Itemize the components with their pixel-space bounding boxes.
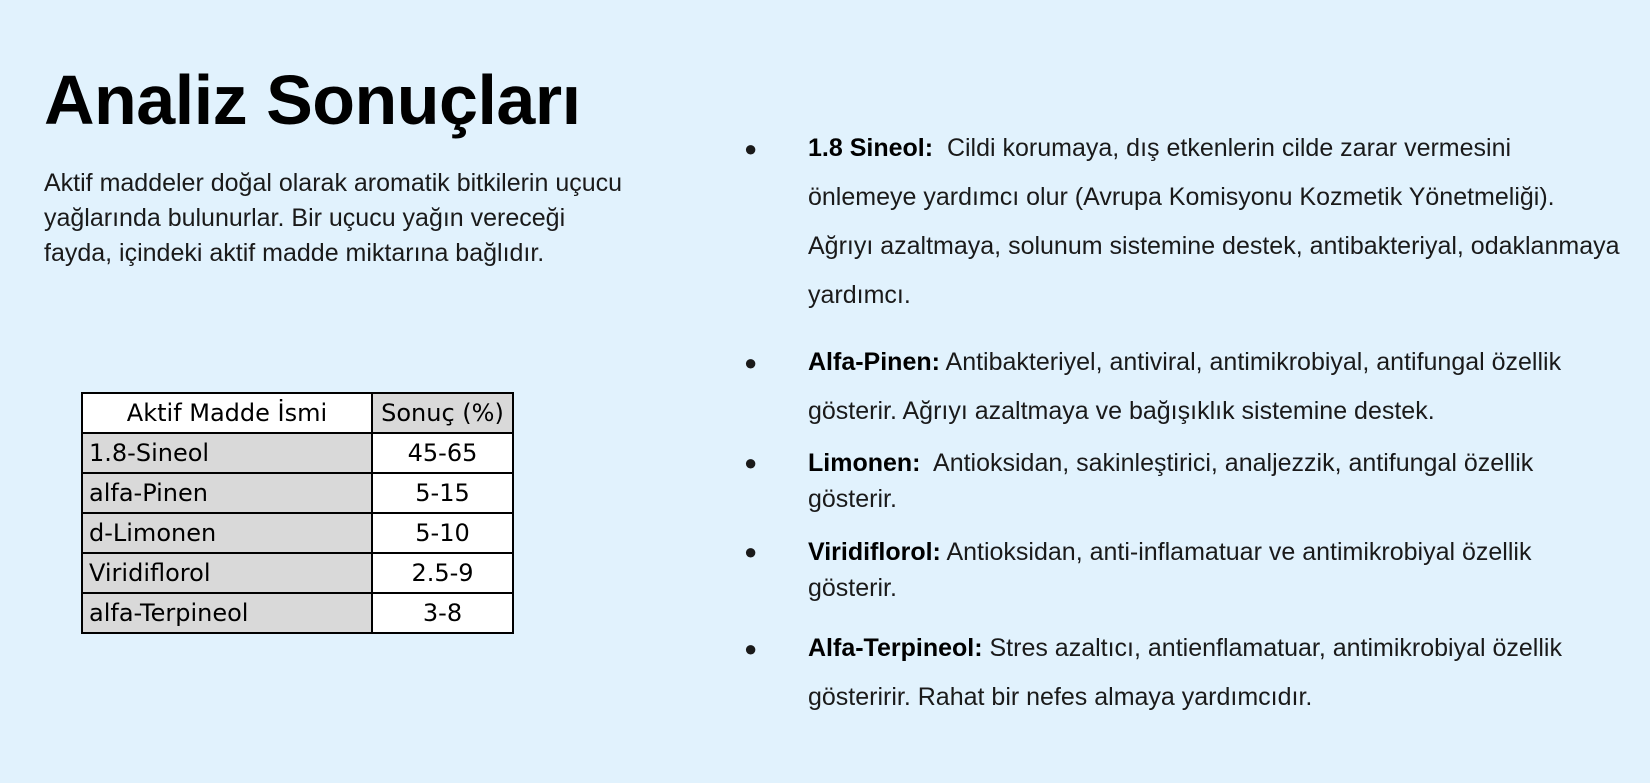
bullet-text: Stres azaltıcı, antienflamatuar, antimikrobiyal özellik gösteririr. Rahat bir nefes almaya yardımcıdır.	[808, 634, 1562, 711]
bullet-dot-icon: ●	[744, 350, 758, 375]
table-row	[82, 513, 513, 553]
table-row	[82, 593, 513, 633]
ingredient-name: alfa-Pinen	[82, 473, 372, 513]
ingredient-name: Viridiflorol	[82, 553, 372, 593]
bullet-dot-icon: ●	[744, 636, 758, 661]
list-item	[740, 534, 1620, 606]
intro-paragraph: Aktif maddeler doğal olarak aromatik bitkilerin uçucu yağlarında bulunurlar. Bir uçucu yağın vereceği fayda, içindeki aktif madde miktarına bağlıdır.	[44, 169, 623, 267]
header-active-ingredient: Aktif Madde İsmi	[82, 393, 372, 433]
table-header-row	[82, 393, 513, 433]
ingredient-name: 1.8-Sineol	[82, 433, 372, 473]
bullet-dot-icon: ●	[744, 450, 758, 475]
list-item	[740, 338, 1620, 436]
bullet-text: Antibakteriyel, antiviral, antimikrobiyal, antifungal özellik gösterir. Ağrıyı azaltmaya ve bağışıklık sistemine destek.	[808, 348, 1562, 425]
table-row	[82, 433, 513, 473]
ingredient-result: 2.5-9	[372, 553, 513, 593]
bullet-text: Cildi korumaya, dış etkenlerin cilde zarar vermesini önlemeye yardımcı olur (Avrupa Komisyonu Kozmetik Yönetmeliği). Ağrıyı azaltmaya, solunum sistemine destek, antibakteriyal, odaklanmaya yardımcı.	[808, 134, 1620, 309]
results-table	[81, 392, 514, 634]
page-title: Analiz Sonuçları	[44, 61, 581, 139]
bullet-term: Limonen:	[808, 449, 921, 477]
bullet-term: Alfa-Pinen:	[808, 348, 940, 376]
ingredient-benefits-list	[740, 124, 1620, 722]
bullet-term: Viridiflorol:	[808, 538, 941, 566]
ingredient-name: alfa-Terpineol	[82, 593, 372, 633]
list-item	[740, 624, 1620, 722]
bullet-term: 1.8 Sineol:	[808, 134, 934, 162]
bullet-dot-icon: ●	[744, 539, 758, 564]
table-row	[82, 553, 513, 593]
ingredient-result: 5-10	[372, 513, 513, 553]
bullet-dot-icon: ●	[744, 136, 758, 161]
ingredient-result: 3-8	[372, 593, 513, 633]
bullet-text: Antioksidan, anti-inflamatuar ve antimikrobiyal özellik gösterir.	[808, 538, 1532, 602]
table-row	[82, 473, 513, 513]
ingredient-result: 5-15	[372, 473, 513, 513]
ingredient-name: d-Limonen	[82, 513, 372, 553]
bullet-term: Alfa-Terpineol:	[808, 634, 983, 662]
list-item	[740, 124, 1620, 320]
header-result: Sonuç (%)	[372, 393, 513, 433]
ingredient-result: 45-65	[372, 433, 513, 473]
list-item	[740, 445, 1620, 517]
bullet-text: Antioksidan, sakinleştirici, analjezzik, antifungal özellik gösterir.	[808, 449, 1534, 513]
